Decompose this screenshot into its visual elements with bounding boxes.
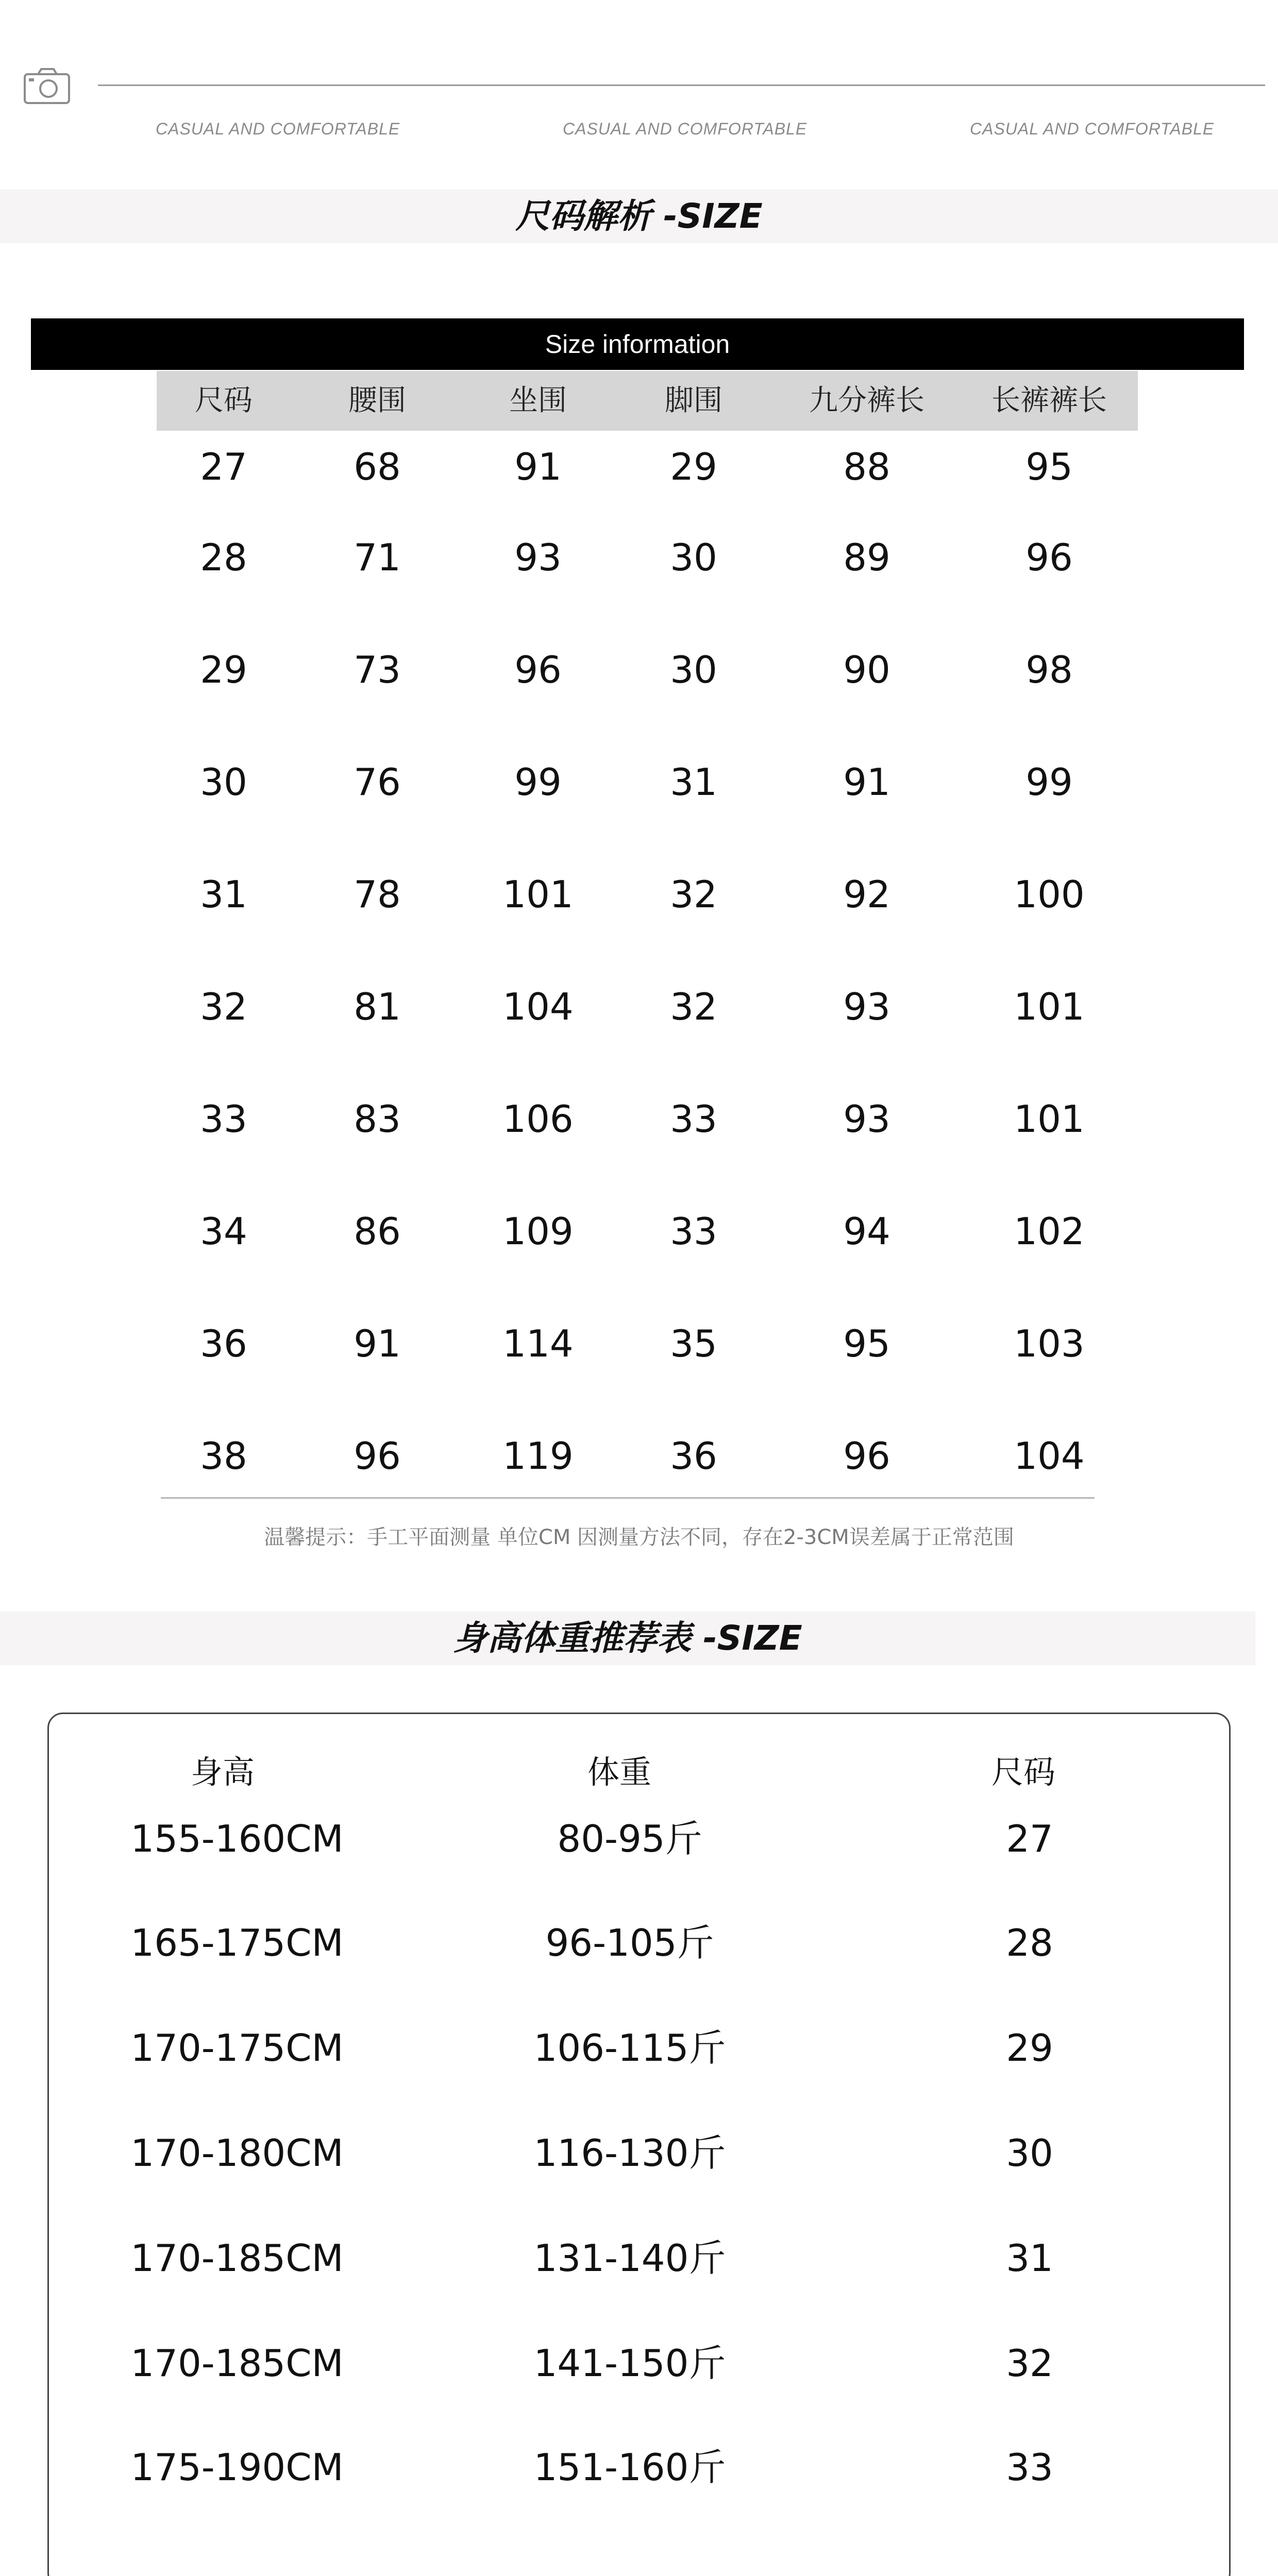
tagline: CASUAL AND COMFORTABLE (156, 120, 400, 138)
size-table-cell: 35 (670, 1322, 717, 1365)
recommend-table-cell: 106-115斤 (533, 2026, 726, 2070)
size-table-row (0, 981, 1278, 1032)
size-table-cell: 95 (1025, 445, 1073, 488)
recommend-table-cell: 170-180CM (130, 2131, 344, 2175)
size-table-row (0, 1206, 1278, 1257)
size-col-header: 腰围 (348, 384, 406, 417)
size-table-cell: 91 (843, 760, 890, 804)
size-table-cell: 101 (502, 873, 574, 916)
recommend-table-cell: 31 (1006, 2236, 1053, 2280)
size-col-header: 坐围 (509, 384, 567, 417)
size-table-cell: 32 (200, 985, 247, 1028)
size-table-cell: 92 (843, 873, 890, 916)
recommend-col-header: 体重 (587, 1753, 652, 1791)
size-section-title: 尺码解析 -SIZE (515, 196, 763, 236)
recommend-col-header: 身高 (190, 1753, 255, 1791)
size-table-cell: 91 (514, 445, 562, 488)
recommend-table-cell: 30 (1006, 2131, 1053, 2175)
recommend-table-cell: 155-160CM (130, 1817, 344, 1860)
size-col-header: 长裤裤长 (991, 384, 1107, 417)
recommend-table-cell: 131-140斤 (533, 2236, 726, 2280)
size-table-cell: 99 (1025, 760, 1073, 804)
size-col-header: 脚围 (665, 384, 722, 417)
size-table-header (157, 371, 1138, 431)
size-table-cell: 101 (1014, 985, 1085, 1028)
tagline: CASUAL AND COMFORTABLE (563, 120, 808, 138)
size-table-cell: 96 (843, 1434, 890, 1478)
size-table-cell: 29 (670, 445, 717, 488)
recommend-table-cell: 28 (1006, 1921, 1053, 1964)
size-table-cell: 86 (354, 1210, 401, 1253)
recommend-table-cell: 27 (1006, 1817, 1053, 1860)
size-info-bar: Size information (31, 318, 1244, 370)
size-table-row (0, 1093, 1278, 1145)
recommend-table-cell: 165-175CM (130, 1921, 344, 1964)
size-table-cell: 93 (514, 536, 562, 579)
size-table-cell: 68 (354, 445, 401, 488)
size-table-cell: 29 (200, 648, 247, 691)
size-table-cell: 96 (1025, 536, 1073, 579)
size-table-cell: 36 (670, 1434, 717, 1478)
recommend-table-cell: 170-185CM (130, 2342, 344, 2385)
size-table-cell: 27 (200, 445, 247, 488)
recommend-table-cell: 32 (1006, 2342, 1053, 2385)
recommend-section-title: 身高体重推荐表 -SIZE (453, 1618, 802, 1658)
size-table-cell: 73 (354, 648, 401, 691)
size-table-row (0, 441, 1278, 493)
size-table-bottom-rule (161, 1497, 1095, 1499)
recommend-table-cell: 96-105斤 (545, 1921, 714, 1964)
size-table-cell: 93 (843, 985, 890, 1028)
size-table-cell: 76 (354, 760, 401, 804)
size-table-row (0, 869, 1278, 920)
size-table-cell: 28 (200, 536, 247, 579)
size-table-cell: 33 (670, 1097, 717, 1141)
recommend-col-header: 尺码 (991, 1753, 1056, 1791)
size-table-cell: 104 (502, 985, 574, 1028)
size-table-cell: 78 (354, 873, 401, 916)
recommend-section-band (0, 1612, 1255, 1665)
size-table-row (0, 644, 1278, 696)
size-section-band (0, 190, 1278, 243)
size-table-cell: 106 (502, 1097, 574, 1141)
size-table-cell: 33 (670, 1210, 717, 1253)
camera-icon (23, 65, 72, 106)
size-col-header: 九分裤长 (809, 384, 924, 417)
recommend-table-cell: 29 (1006, 2026, 1053, 2070)
size-table-cell: 109 (502, 1210, 574, 1253)
size-table-cell: 94 (843, 1210, 890, 1253)
size-table-cell: 91 (354, 1322, 401, 1365)
tagline: CASUAL AND COMFORTABLE (970, 120, 1215, 138)
recommend-table-cell: 80-95斤 (557, 1817, 702, 1860)
size-table-cell: 90 (843, 648, 890, 691)
size-table-cell: 98 (1025, 648, 1073, 691)
size-table-cell: 34 (200, 1210, 247, 1253)
size-table-cell: 100 (1014, 873, 1085, 916)
size-table-cell: 38 (200, 1434, 247, 1478)
size-table-cell: 101 (1014, 1097, 1085, 1141)
size-table-cell: 36 (200, 1322, 247, 1365)
size-table-cell: 31 (200, 873, 247, 916)
size-table-cell: 89 (843, 536, 890, 579)
recommend-table-cell: 170-175CM (130, 2026, 344, 2070)
size-table-row (0, 756, 1278, 808)
size-table-cell: 103 (1014, 1322, 1085, 1365)
size-table-cell: 102 (1014, 1210, 1085, 1253)
recommend-table-cell: 170-185CM (130, 2236, 344, 2280)
recommend-table-cell: 141-150斤 (533, 2342, 726, 2385)
recommend-table-cell: 175-190CM (130, 2446, 344, 2489)
size-table-row (0, 1318, 1278, 1369)
size-table-cell: 83 (354, 1097, 401, 1141)
size-table-row (0, 532, 1278, 583)
size-table-cell: 30 (200, 760, 247, 804)
measurement-note: 温馨提示：手工平面测量 单位CM 因测量方法不同，存在2-3CM误差属于正常范围 (264, 1526, 1014, 1549)
header-divider (98, 84, 1265, 86)
size-table-cell: 71 (354, 536, 401, 579)
size-table-row (0, 1430, 1278, 1482)
size-table-cell: 81 (354, 985, 401, 1028)
recommend-table-cell: 33 (1006, 2446, 1053, 2489)
size-table-cell: 99 (514, 760, 562, 804)
size-table-cell: 119 (502, 1434, 574, 1478)
size-table-cell: 30 (670, 648, 717, 691)
size-table-cell: 96 (514, 648, 562, 691)
size-table-cell: 32 (670, 873, 717, 916)
size-table-cell: 31 (670, 760, 717, 804)
size-table-cell: 30 (670, 536, 717, 579)
size-table-cell: 95 (843, 1322, 890, 1365)
size-table-cell: 93 (843, 1097, 890, 1141)
size-table-cell: 104 (1014, 1434, 1085, 1478)
size-table-cell: 33 (200, 1097, 247, 1141)
size-table-cell: 88 (843, 445, 890, 488)
recommend-table-cell: 116-130斤 (533, 2131, 726, 2175)
recommend-table-cell: 151-160斤 (533, 2446, 726, 2489)
size-col-header: 尺码 (195, 384, 253, 417)
size-table-cell: 114 (502, 1322, 574, 1365)
size-table-cell: 96 (354, 1434, 401, 1478)
size-table-cell: 32 (670, 985, 717, 1028)
